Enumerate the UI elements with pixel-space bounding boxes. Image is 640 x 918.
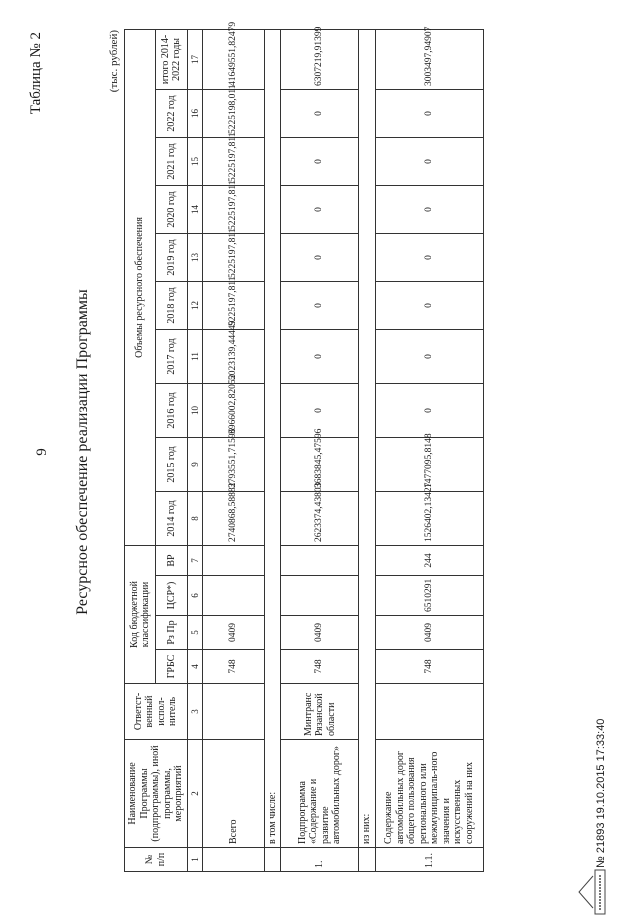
column-index-row [187,29,202,871]
value-2014: 2740868,58882 [202,491,264,545]
header-2015: 2015 год [156,437,187,491]
value-2015: 1477095,8148 [375,437,483,491]
header-budget-group: Код бюджетной классификации [125,545,156,683]
header-rzpr: Рз Пр [156,616,187,650]
header-2016: 2016 год [156,383,187,437]
header-2022: 2022 год [156,89,187,137]
row-num [202,848,264,872]
value-2020: 0 [375,185,483,233]
row-csr: 6510291 [375,576,483,616]
row-of-them-label: из них: [359,29,376,847]
row-total [202,29,264,871]
row-activity-1-1 [375,29,483,871]
value-2021: 0 [281,137,359,185]
row-csr [202,576,264,616]
value-2015: 3683845,47596 [281,437,359,491]
value-2022: 0 [375,89,483,137]
value-2021: 0 [375,137,483,185]
value-2014: 1526402,13427 [375,491,483,545]
header-2014: 2014 год [156,491,187,545]
header-name: Наименование Программы (подпрограммы), иной программы, мероприятий [125,740,188,848]
row-executor [202,684,264,740]
value-2020: 0 [281,185,359,233]
header-2019: 2019 год [156,233,187,281]
header-2018: 2018 год [156,281,187,329]
col-index: 17 [187,29,202,89]
row-num: 1.1. [375,848,483,872]
header-2020: 2020 год [156,185,187,233]
header-2021: 2021 год [156,137,187,185]
value-2022: 0 [281,89,359,137]
col-index: 1 [187,848,202,872]
header-volumes-group: Объемы ресурсного обеспечения [125,29,156,545]
col-index: 2 [187,740,202,848]
col-index: 16 [187,89,202,137]
value-2017: 0 [375,329,483,383]
row-vr [281,545,359,575]
col-index: 8 [187,491,202,545]
row-vr: 244 [375,545,483,575]
header-grbs: ГРБС [156,650,187,684]
header-2017: 2017 год [156,329,187,383]
value-2019: 5225197,811 [202,233,264,281]
col-index: 4 [187,650,202,684]
col-index: 12 [187,281,202,329]
value-2019: 0 [375,233,483,281]
table-label: Таблица № 2 [28,32,44,115]
document-title: Ресурсное обеспечение реализации Программы [74,289,91,615]
row-name-total: Всего [202,740,264,848]
row-of-them [359,29,376,871]
row-csr [281,576,359,616]
col-index: 6 [187,576,202,616]
row-grbs: 748 [202,650,264,684]
value-2014: 2623374,43803 [281,491,359,545]
row-grbs: 748 [375,650,483,684]
row-incl-label: в том числе: [264,29,281,847]
rotated-content [20,22,620,882]
row-num: 1. [281,848,359,872]
value-2016: 0 [375,383,483,437]
row-grbs: 748 [281,650,359,684]
row-executor: Минтранс Рязанской области [281,684,359,740]
col-index: 5 [187,616,202,650]
header-num: № п/п [125,848,188,872]
row-subprogram-1 [281,29,359,871]
header-csr: ЦСР*) [156,576,187,616]
value-2018: 0 [281,281,359,329]
row-executor [375,684,483,740]
value-2016: 3966002,82052 [202,383,264,437]
value-2015: 3793551,71596 [202,437,264,491]
value-2016: 0 [281,383,359,437]
row-rzpr: 0409 [202,616,264,650]
row-vr [202,545,264,575]
col-index: 10 [187,383,202,437]
value-2019: 0 [281,233,359,281]
value-2018: 0 [375,281,483,329]
row-rzpr: 0409 [375,616,483,650]
page-number: 9 [34,448,50,456]
value-2021: 5225197,811 [202,137,264,185]
value-2022: 5225198,011 [202,89,264,137]
header-row-1 [125,29,156,871]
col-index: 9 [187,437,202,491]
row-num [359,848,376,872]
value-2018: 5225197,811 [202,281,264,329]
row-name-subprogram-1: Подпрограмма «Содержание и развитие автомобильных дорог» [281,740,359,848]
value-total: 6307219,91399 [281,29,359,89]
units-label: (тыс. рублей) [108,30,120,93]
header-total: итого 2014-2022 годы [156,29,187,89]
header-executor: Ответст-венный испол-нитель [125,684,188,740]
resource-table [124,21,484,872]
col-index: 7 [187,545,202,575]
value-total: 41649551,82479 [202,29,264,89]
value-2017: 0 [281,329,359,383]
row-name-activity-1-1: Содержание автомобильных дорог общего пользования регионального или межмуниципаль-ного значения и искусственных сооружений на них [375,740,483,848]
col-index: 11 [187,329,202,383]
header-vr: ВР [156,545,187,575]
col-index: 3 [187,684,202,740]
row-incl [264,29,281,871]
col-index: 13 [187,233,202,281]
value-total: 3003497,94907 [375,29,483,89]
value-2017: 5023139,44449 [202,329,264,383]
esign-stamp-icon [573,866,609,918]
row-rzpr: 0409 [281,616,359,650]
col-index: 15 [187,137,202,185]
value-2020: 5225197,811 [202,185,264,233]
row-num [264,848,281,872]
col-index: 14 [187,185,202,233]
registration-footer: № 21893 19.10.2015 17:33:40 [595,718,607,868]
